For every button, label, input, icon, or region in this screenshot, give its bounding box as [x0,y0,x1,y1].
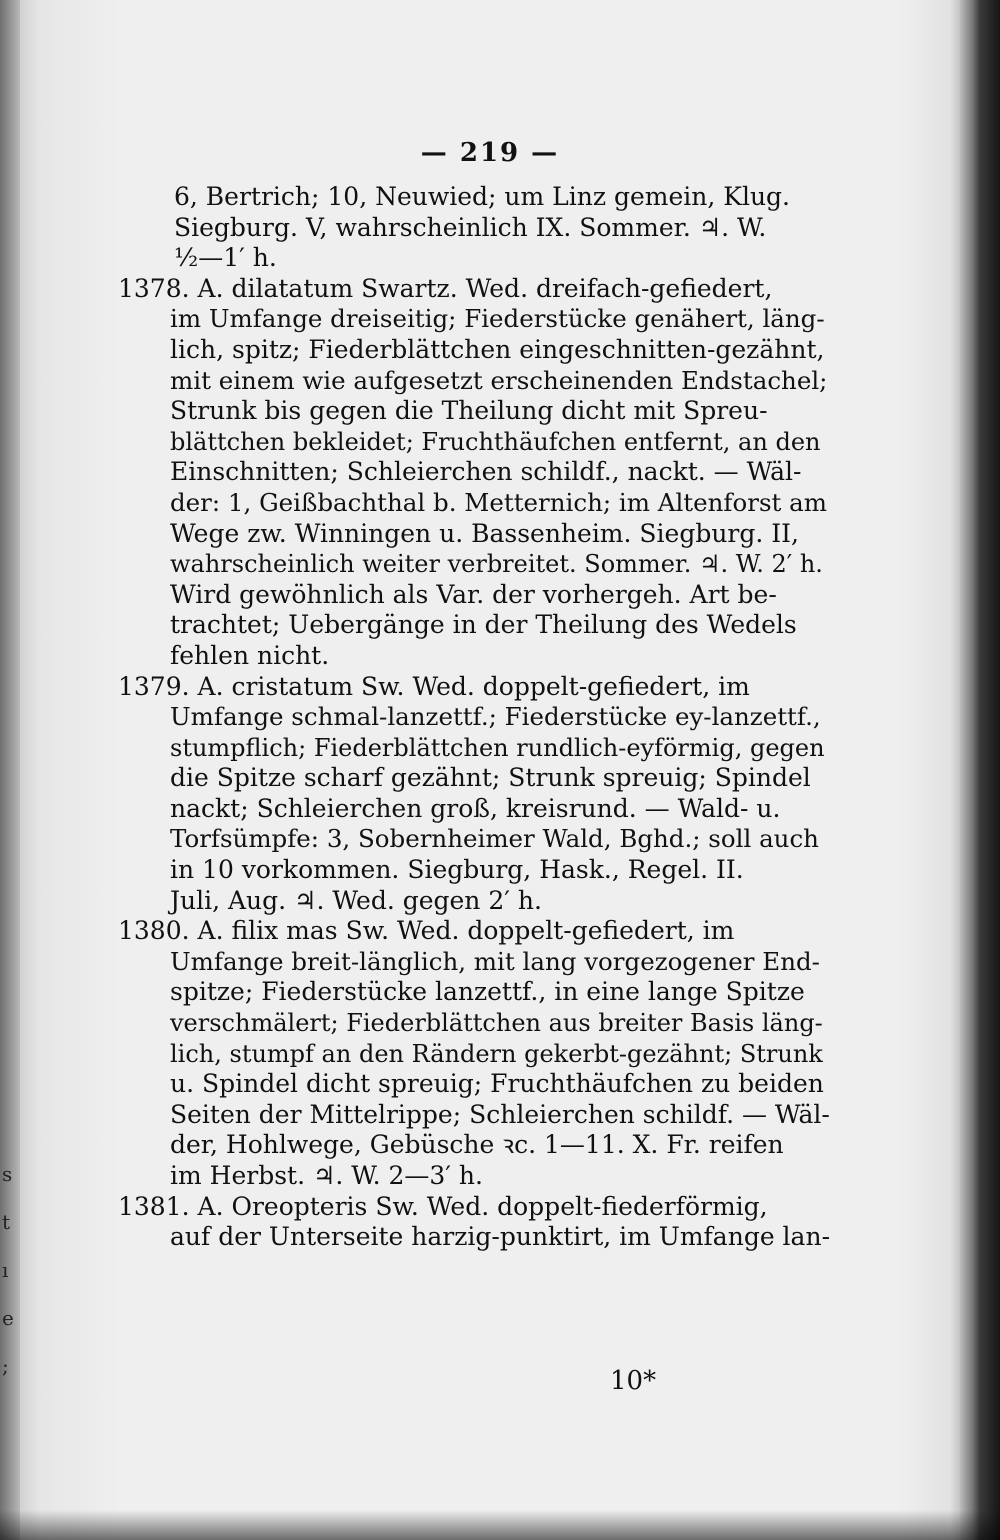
page-number: — 219 — [420,138,560,168]
text-line: Wege zw. Winningen u. Bassenheim. Siegburg. II, [170,518,799,548]
entry-heading-line: 1381. A. Oreopteris Sw. Wed. doppelt-fiederförmig, [118,1191,768,1221]
entry-1381 [110,1192,830,1253]
text-line: auf der Unterseite harzig-punktirt, im Umfange lan- [170,1222,831,1252]
text-line: der: 1, Geißbachthal b. Metternich; im Altenforst am [170,487,828,517]
text-line: 6, Bertrich; 10, Neuwied; um Linz gemein, Klug. [174,182,791,211]
text-line: wahrscheinlich weiter verbreitet. Sommer. ♃. W. 2′ h. [170,550,823,579]
text-line: Umfange breit-länglich, mit lang vorgezogener End- [170,946,820,976]
right-page-edge [960,0,1000,1540]
left-margin-marks [2,1150,16,1390]
text-line: blättchen bekleidet; Fruchthäufchen entfernt, an den [170,427,821,456]
text-line: im Umfange dreiseitig; Fiederstücke genähert, läng- [170,304,825,334]
text-line: mit einem wie aufgesetzt erscheinenden Endstachel; [170,365,828,395]
text-line: Juli, Aug. ♃. Wed. gegen 2′ h. [170,885,542,915]
text-line: lich, spitz; Fiederblättchen eingeschnitten-gezähnt, [170,334,825,364]
entry-heading-line: 1378. A. dilatatum Swartz. Wed. dreifach-gefiedert, [118,273,773,303]
entry-1378 [110,274,830,672]
text-line: Torfsümpfe: 3, Sobernheimer Wald, Bghd.; soll auch [170,824,819,854]
text-line: Wird gewöhnlich als Var. der vorhergeh. Art be- [170,579,777,609]
margin-mark: ; [2,1354,9,1378]
text-line: Einschnitten; Schleierchen schildf., nackt. — Wäl- [170,457,802,487]
margin-mark: e [2,1306,14,1330]
bottom-shadow [0,1510,1000,1540]
text-line: spitze; Fiederstücke lanzettf., in eine lange Spitze [170,977,805,1007]
text-line: im Herbst. ♃. W. 2—3′ h. [170,1161,483,1190]
text-line: die Spitze scharf gezähnt; Strunk spreuig; Spindel [170,763,811,793]
text-line: lich, stumpf an den Rändern gekerbt-gezähnt; Strunk [170,1039,823,1068]
intro-paragraph [110,182,830,274]
entry-1380 [110,916,830,1191]
text-line: verschmälert; Fiederblättchen aus breiter Basis läng- [170,1009,823,1038]
text-line: nackt; Schleierchen groß, kreisrund. — Wald- u. [170,793,781,823]
text-line: u. Spindel dicht spreuig; Fruchthäufchen zu beiden [170,1069,824,1099]
margin-mark: ı [2,1258,9,1282]
text-line: Umfange schmal-lanzettf.; Fiederstücke ey-lanzettf., [170,702,821,732]
text-line: fehlen nicht. [170,640,330,670]
entry-1379 [110,672,830,917]
text-line: trachtet; Uebergänge in der Theilung des Wedels [170,610,797,640]
text-line: Strunk bis gegen die Theilung dicht mit Spreu- [170,396,768,426]
book-page [110,138,830,1253]
text-line: in 10 vorkommen. Siegburg, Hask., Regel. II. [170,855,744,885]
margin-mark: t [2,1210,11,1234]
signature-mark: 10* [610,1366,657,1396]
entry-heading-line: 1380. A. filix mas Sw. Wed. doppelt-gefiedert, im [118,916,735,946]
text-line: ½—1′ h. [174,243,277,273]
entry-heading-line: 1379. A. cristatum Sw. Wed. doppelt-gefiedert, im [118,671,750,701]
text-line: der, Hohlwege, Gebüsche ꝛc. 1—11. X. Fr. reifen [170,1130,784,1160]
margin-mark: s [2,1162,13,1186]
text-line: Seiten der Mittelrippe; Schleierchen schildf. — Wäl- [170,1099,830,1129]
text-line: stumpflich; Fiederblättchen rundlich-eyförmig, gegen [170,733,825,762]
text-line: Siegburg. V, wahrscheinlich IX. Sommer. ♃. W. [174,212,767,242]
